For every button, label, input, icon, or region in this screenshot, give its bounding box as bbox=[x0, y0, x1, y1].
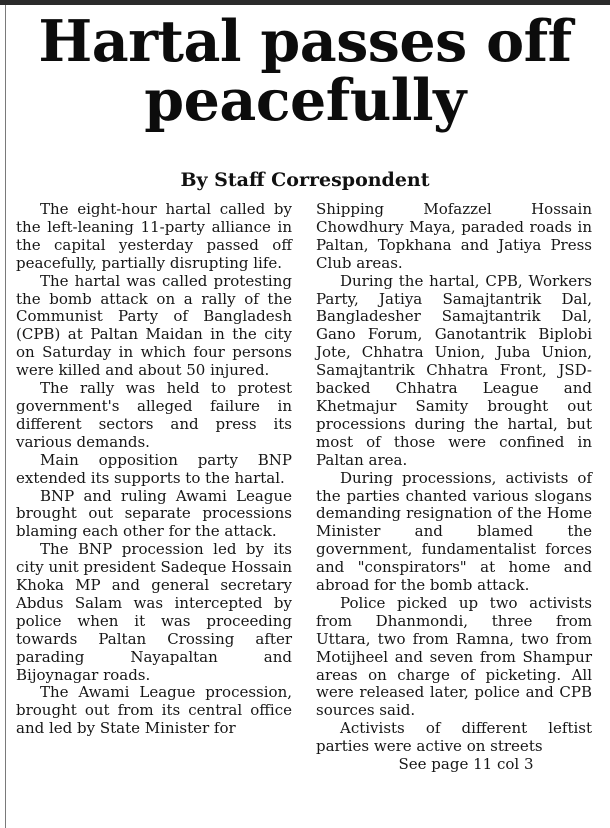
paragraph: The eight-hour hartal called by the left-leaning 11-party alliance in the capital yesterday passed off peacefully, partially disrupting life. bbox=[16, 200, 292, 272]
paragraph: BNP and ruling Awami League brought out separate processions blaming each other for the attack. bbox=[16, 486, 292, 541]
paragraph: The Awami League procession, brought out from its central office and led by State Minister for bbox=[16, 683, 292, 738]
top-border-rule bbox=[0, 0, 610, 5]
article-column-left bbox=[16, 201, 292, 738]
paragraph: The BNP procession led by its city unit president Sadeque Hossain Khoka MP and general secretary Abdus Salam was intercepted by police when it was proceeding towards Paltan Crossing after parading Nayapaltan and Bijoynagar roads. bbox=[16, 540, 292, 684]
paragraph-continuation: Shipping Mofazzel Hossain Chowdhury Maya, paraded roads in Paltan, Topkhana and Jatiya Press Club areas. bbox=[316, 200, 592, 272]
paragraph: Main opposition party BNP extended its supports to the hartal. bbox=[16, 450, 292, 487]
paragraph: Activists of different leftist parties were active on streets bbox=[316, 719, 592, 756]
continued-on-page-link[interactable]: See page 11 col 3 bbox=[398, 755, 534, 774]
headline: Hartal passes off peacefully bbox=[38, 8, 572, 134]
paragraph: Police picked up two activists from Dhanmondi, three from Uttara, two from Ramna, two from Motijheel and seven from Shampur areas on charge of picketing. All were released later, police and CPB sources said. bbox=[316, 593, 592, 720]
paragraph: The rally was held to protest government's alleged failure in different sectors and press its various demands. bbox=[16, 379, 292, 451]
article-column-right bbox=[316, 201, 592, 774]
paragraph: During the hartal, CPB, Workers Party, Jatiya Samajtantrik Dal, Bangladesher Samajtantrik Dal, Gano Forum, Ganotantrik Biplobi Jote, Chhatra Union, Juba Union, Samajtantrik Chhatra Front, JSD-backed Chhatra League and Khetmajur Samity brought out processions during the hartal, but most of those were confined in Paltan area. bbox=[316, 271, 592, 469]
paragraph: The hartal was called protesting the bomb attack on a rally of the Communist Party of Bangladesh (CPB) at Paltan Maidan in the city on Saturday in which four persons were killed and about 50 injured. bbox=[16, 271, 292, 380]
byline: By Staff Correspondent bbox=[180, 169, 430, 191]
paragraph: During processions, activists of the parties chanted various slogans demanding resignation of the Home Minister and blamed the government, fundamentalist forces and "conspirators" at home and abroad for the bomb attack. bbox=[316, 468, 592, 595]
